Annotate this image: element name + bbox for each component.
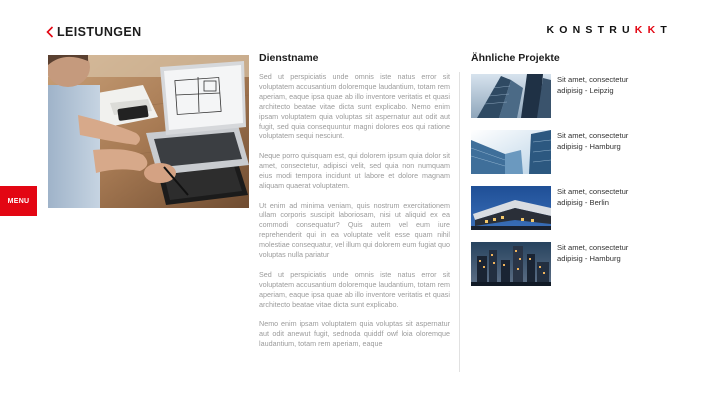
service-title: Dienstname (259, 52, 319, 64)
project-caption[interactable] (557, 243, 672, 264)
related-project-item[interactable] (471, 130, 672, 176)
logo-text-part1: KONSTRU (546, 24, 635, 36)
related-project-item[interactable] (471, 74, 672, 120)
project-thumbnail[interactable] (471, 130, 551, 174)
project-caption[interactable] (557, 187, 672, 208)
project-caption-line2: adipisig - Hamburg (557, 253, 621, 263)
related-projects-title: Ähnliche Projekte (471, 52, 560, 64)
project-caption-line2: adipisig - Berlin (557, 197, 609, 207)
service-description (259, 72, 450, 382)
hero-image (48, 55, 249, 208)
brand-logo[interactable] (546, 24, 672, 36)
page-title: LEISTUNGEN (57, 25, 142, 39)
related-project-item[interactable] (471, 242, 672, 288)
logo-text-accent: KK (634, 24, 661, 36)
logo-text-part3: T (660, 24, 672, 36)
project-caption-line1: Sit amet, consectetur (557, 131, 629, 140)
project-thumbnail[interactable] (471, 242, 551, 286)
description-paragraph: Nemo enim ipsam voluptatem quia voluptas sit aspernatur aut odit anewut fugit, sednoda quiddf owf loia oloremque laudantium, totam rem aperiam, eaque (259, 319, 450, 349)
description-paragraph: Sed ut perspiciatis unde omnis iste natus error sit voluptatem accusantium doloremque laudantium, totam rem aperiam, eaque ipsa quae ab illo inventore veritatis et quasi architecto beatae vitae dicta sunt explicabo. Nemo enim ipsam voluptatem quia voluptas sit aspernatur aut odit aut fugit, sed quia consequuntur magni dolores eos qui ratione voluptatem sequi nesciunt. (259, 72, 450, 141)
description-paragraph: Ut enim ad minima veniam, quis nostrum exercitationem ullam corporis suscipit laboriosam, nisi ut aliquid ex ea commodi consequatur? Quis autem vel eum iure reprehenderit qui in ea voluptate velit esse quam nihil molestiae consequatur, vel illum qui dolorem eum fugiat quo voluptas nulla pariatur (259, 200, 450, 260)
project-caption-line1: Sit amet, consectetur (557, 187, 629, 196)
project-caption-line2: adipisig - Hamburg (557, 141, 621, 151)
project-caption-line2: adipisig - Leipzig (557, 85, 614, 95)
related-project-item[interactable] (471, 186, 672, 232)
chevron-left-icon[interactable] (46, 26, 54, 38)
project-caption[interactable] (557, 75, 672, 96)
description-paragraph: Sed ut perspiciatis unde omnis iste natus error sit voluptatem accusantium doloremque laudantium, totam rem aperiam, eaque ipsa quae ab illo inventore veritatis et quasi architecto beatae vitae dicta sunt explicabo. (259, 269, 450, 309)
project-thumbnail[interactable] (471, 186, 551, 230)
project-thumbnail[interactable] (471, 74, 551, 118)
description-paragraph: Neque porro quisquam est, qui dolorem ipsum quia dolor sit amet, consectetur, adipisci velit, sed quia non numquam eius modi tempora incidunt ut labore et dolore magnam aliquam quaerat voluptatem. (259, 151, 450, 190)
project-caption[interactable] (557, 131, 672, 152)
back-link[interactable] (46, 24, 142, 40)
column-divider (459, 72, 460, 372)
project-caption-line1: Sit amet, consectetur (557, 75, 629, 84)
menu-button[interactable]: MENU (0, 186, 37, 216)
project-caption-line1: Sit amet, consectetur (557, 243, 629, 252)
